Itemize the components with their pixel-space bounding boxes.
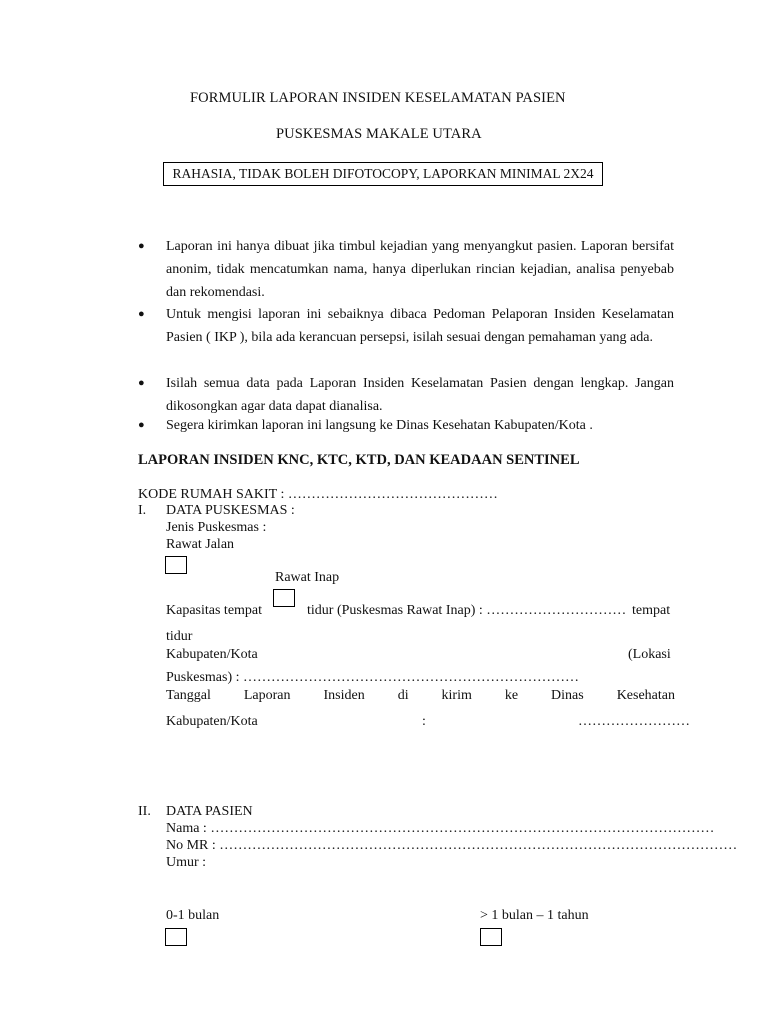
tanggal-word: di bbox=[397, 688, 409, 703]
rawat-inap-label: Rawat Inap bbox=[275, 570, 340, 585]
no-mr-field[interactable]: No MR : ………………………………………………………………………………………………… bbox=[166, 838, 738, 853]
section-1-number: I. bbox=[138, 503, 147, 518]
tanggal-word: ke bbox=[504, 688, 519, 703]
nama-field[interactable]: Nama : ……………………………………………………………………………………………… bbox=[166, 821, 715, 836]
kabupaten-kota-label: Kabupaten/Kota bbox=[166, 714, 258, 729]
lokasi-label: (Lokasi bbox=[628, 647, 671, 662]
bullet-icon: ● bbox=[138, 240, 145, 252]
section-2-title: DATA PASIEN bbox=[166, 804, 253, 819]
age-1-bulan-1-tahun-checkbox[interactable] bbox=[480, 928, 502, 946]
age-option-label: > 1 bulan – 1 tahun bbox=[480, 908, 589, 923]
age-option-label: 0-1 bulan bbox=[166, 908, 220, 923]
jenis-puskesmas-label: Jenis Puskesmas : bbox=[166, 520, 267, 535]
tanggal-word: Laporan bbox=[243, 688, 291, 703]
umur-label: Umur : bbox=[166, 855, 207, 870]
section-2-number: II. bbox=[138, 804, 151, 819]
kapasitas-continuation: tidur bbox=[166, 629, 193, 644]
tanggal-laporan-label bbox=[166, 687, 675, 705]
tanggal-word: Insiden bbox=[323, 688, 365, 703]
rawat-inap-checkbox[interactable] bbox=[273, 589, 295, 607]
bullet-icon: ● bbox=[138, 377, 145, 389]
rawat-jalan-checkbox[interactable] bbox=[165, 556, 187, 574]
tanggal-word: Dinas bbox=[551, 688, 584, 703]
lokasi-puskesmas-field[interactable]: Puskesmas) : ……………………………………………………………… bbox=[166, 670, 579, 685]
instruction-2: Untuk mengisi laporan ini sebaiknya dibaca Pedoman Pelaporan Insiden Keselamatan Pasien ( IKP ), bila ada kerancuan persepsi, isilah sesuai dengan pemahaman yang ada. bbox=[166, 307, 674, 345]
tanggal-laporan-field[interactable]: …………………… bbox=[578, 714, 690, 729]
section-1-title: DATA PUSKESMAS : bbox=[166, 503, 295, 518]
confidential-notice: RAHASIA, TIDAK BOLEH DIFOTOCOPY, LAPORKAN MINIMAL 2X24 bbox=[172, 166, 594, 181]
tanggal-word: Kesehatan bbox=[616, 688, 675, 703]
kapasitas-field[interactable]: tidur (Puskesmas Rawat Inap) : ………………………… bbox=[307, 603, 627, 618]
kode-rumah-sakit-field[interactable]: KODE RUMAH SAKIT : ……………………………………… bbox=[138, 487, 498, 502]
age-0-1-bulan-checkbox[interactable] bbox=[165, 928, 187, 946]
report-heading: LAPORAN INSIDEN KNC, KTC, KTD, DAN KEADAAN SENTINEL bbox=[138, 452, 580, 468]
rawat-jalan-label: Rawat Jalan bbox=[166, 537, 235, 552]
tanggal-word: Tanggal bbox=[166, 688, 211, 703]
instruction-3: Isilah semua data pada Laporan Insiden Keselamatan Pasien dengan lengkap. Jangan dikosongkan agar data dapat dianalisa. bbox=[166, 376, 674, 414]
kabupaten-kota-colon: : bbox=[422, 714, 426, 729]
kabupaten-label: Kabupaten/Kota bbox=[166, 647, 258, 662]
confidential-notice-box bbox=[163, 162, 603, 186]
kapasitas-suffix: tempat bbox=[632, 603, 671, 618]
bullet-icon: ● bbox=[138, 419, 145, 431]
bullet-icon: ● bbox=[138, 308, 145, 320]
kapasitas-label: Kapasitas tempat bbox=[166, 603, 263, 618]
form-subtitle: PUSKESMAS MAKALE UTARA bbox=[276, 126, 482, 142]
form-title: FORMULIR LAPORAN INSIDEN KESELAMATAN PASIEN bbox=[190, 90, 566, 106]
instruction-1: Laporan ini hanya dibuat jika timbul kejadian yang menyangkut pasien. Laporan bersifat anonim, tidak mencatumkan nama, hanya diperlukan rincian kejadian, analisa penyebab dan rekomendasi. bbox=[166, 239, 674, 300]
tanggal-word: kirim bbox=[441, 688, 472, 703]
instruction-4: Segera kirimkan laporan ini langsung ke Dinas Kesehatan Kabupaten/Kota . bbox=[166, 418, 593, 433]
